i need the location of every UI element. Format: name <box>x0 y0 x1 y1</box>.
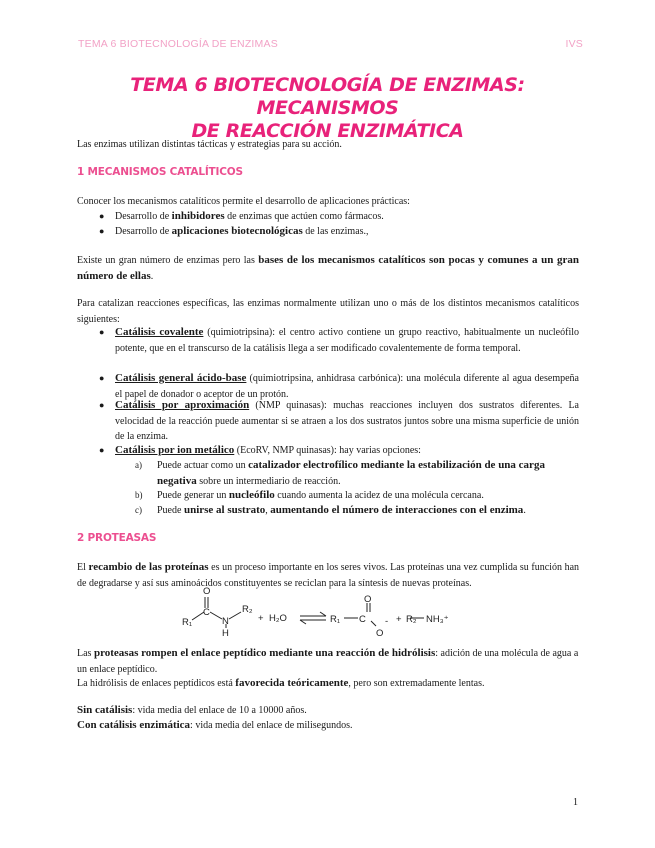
label-carbon: C <box>203 607 210 618</box>
bullet-text-rest: (EcoRV, NMP quinasas): hay varias opciones: <box>234 445 421 456</box>
bond-c-o-single-product <box>371 621 376 626</box>
bullet-term: Catálisis por aproximación <box>115 399 250 411</box>
sublist-text-post: sobre un intermediario de reacción. <box>196 475 341 487</box>
section-heading-mecanismos: 1 MECANISMOS CATALÍTICOS <box>77 166 243 178</box>
paragraph-hidrolisis-bold: favorecida teóricamente <box>235 677 349 689</box>
bullet-term: Catálisis general ácido-base <box>115 372 247 384</box>
paragraph-con-catalisis-post: : vida media del enlace de milisegundos. <box>190 720 353 731</box>
intro-paragraph: Las enzimas utilizan distintas tácticas y estrategias para su acción. <box>77 139 342 150</box>
label-nitrogen: N <box>222 616 229 627</box>
paragraph-bases-bold: bases de los mecanismos catalíticos son pocas y comunes a un gran número de ellas <box>77 254 580 282</box>
sublist-text-pre: Puede <box>157 505 184 516</box>
title-line-1: TEMA 6 BIOTECNOLOGÍA DE ENZIMAS: MECANISMOS <box>130 74 525 119</box>
sublist-text-post: . <box>523 505 526 516</box>
label-r2: R₂ <box>242 604 253 615</box>
title-line-2: DE REACCIÓN ENZIMÁTICA <box>191 120 464 142</box>
sublist-text-pre: Puede actuar como un <box>157 460 249 471</box>
reaction-labels <box>182 586 449 639</box>
label-carbon-product: C <box>359 614 366 625</box>
paragraph-recambio-bold: recambio de las proteínas <box>88 561 209 573</box>
bullet-dot: ● <box>99 373 105 383</box>
paragraph-aplicaciones: Conocer los mecanismos catalíticos permite el desarrollo de aplicaciones prácticas: <box>77 196 410 207</box>
equilibrium-arrow-top-head <box>320 612 326 616</box>
paragraph-sin-catalisis-bold: Sin catálisis <box>77 704 133 716</box>
paragraph-proteasas-pre: Las <box>77 648 94 659</box>
sublist-letter: b) <box>135 490 143 500</box>
page-number: 1 <box>573 797 578 808</box>
bullet-dot: ● <box>99 226 105 236</box>
bullet-text-rest: (quimiotripsina, anhidrasa carbónica): una molécula diferente al agua desempeña el papel de donador o aceptor de un protón. <box>115 373 579 400</box>
bullet-text-pre: Desarrollo de <box>115 211 172 222</box>
bond-n-r2 <box>229 612 241 619</box>
bullet-text-bold: aplicaciones biotecnológicas <box>171 225 303 237</box>
bullet-text-pre: Desarrollo de <box>115 226 172 237</box>
label-plus-2: + <box>396 614 402 625</box>
paragraph-proteasas-bold: proteasas rompen el enlace peptídico mediante una reacción de hidrólisis <box>93 647 436 659</box>
label-r1-product: R₁ <box>330 614 341 625</box>
paragraph-proteasas-post: : adición de una molécula de agua a un enlace peptídico. <box>77 648 579 675</box>
label-ammonium: NH₃⁺ <box>426 614 449 625</box>
sublist-text-pre: Puede generar un <box>157 490 229 501</box>
bullet-dot: ● <box>99 211 105 221</box>
sublist-text-bold: nucleófilo <box>228 489 275 501</box>
label-oxygen-single-product: O <box>376 628 384 639</box>
bullet-term: Catálisis covalente <box>115 326 204 338</box>
running-header-title: TEMA 6 BIOTECNOLOGÍA DE ENZIMAS <box>78 38 278 50</box>
label-plus-1: + <box>258 613 264 624</box>
bond-c-n <box>210 612 222 619</box>
bullet-term: Catálisis por ion metálico <box>115 444 235 456</box>
sublist-letter: a) <box>135 460 142 470</box>
paragraph-sin-catalisis-post: : vida media del enlace de 10 a 10000 años. <box>132 705 307 716</box>
label-oxygen-double-product: O <box>364 594 372 605</box>
label-r2-product: R₂ <box>406 614 417 625</box>
paragraph-hidrolisis-pre: La hidrólisis de enlaces peptídicos está <box>77 678 236 689</box>
bullet-text-post: de las enzimas., <box>302 226 369 237</box>
label-hydrogen: H <box>222 628 229 639</box>
paragraph-bases-pre: Existe un gran número de enzimas pero las <box>77 255 259 266</box>
equilibrium-arrow-bottom-head <box>300 620 306 624</box>
paragraph-mecanismos: Para catalizan reacciones específicas, las enzimas normalmente utilizan uno o más de los distintos mecanismos catalíticos siguientes: <box>77 298 579 325</box>
paragraph-bases-post: . <box>150 270 154 282</box>
bullet-text-bold: inhibidores <box>171 210 225 222</box>
paragraph-recambio-post: es un proceso importante en los seres vivos. Las proteínas una vez cumplida su función han de degradarse y así sus aminoácidos constituyentes se reciclan para la síntesis de nuevas proteínas. <box>77 562 580 589</box>
label-r1: R₁ <box>182 617 193 628</box>
bullet-dot: ● <box>99 327 105 337</box>
label-minus: - <box>385 616 389 627</box>
sublist-text-bold: catalizador electrofílico mediante la estabilización de una carga negativa <box>157 459 545 487</box>
bullet-text-post: de enzimas que actúen como fármacos. <box>224 211 384 222</box>
paragraph-recambio-pre: El <box>77 562 89 573</box>
bullet-dot: ● <box>99 445 105 455</box>
sublist-text-bold-2: aumentando el número de interacciones con el enzima <box>270 504 524 516</box>
section-heading-proteasas: 2 PROTEASAS <box>77 532 157 544</box>
paragraph-hidrolisis-post: , pero son extremadamente lentas. <box>348 678 485 689</box>
sublist-text-post: cuando aumenta la acidez de una molécula cercana. <box>274 490 484 501</box>
sublist-text-mid: , <box>265 505 271 516</box>
running-header-initials: IVS <box>565 38 583 50</box>
bullet-text-rest: (quimiotripsina): el centro activo contiene un grupo reactivo, habitualmente un nucleófilo potente, que en el transcurso de la catálisis llega a ser modificado covalentemente de forma temporal. <box>115 327 579 354</box>
bullet-dot: ● <box>99 400 105 410</box>
paragraph-con-catalisis-bold: Con catálisis enzimática <box>77 719 191 731</box>
label-water: H₂O <box>269 613 287 624</box>
label-oxygen: O <box>203 586 211 597</box>
bullet-text-rest: (NMP quinasas): muchas reacciones incluyen dos sustratos diferentes. La velocidad de la reacción puede aumentar si se atraen a los dos sustratos juntos sobre una misma superficie de unión de la enzima. <box>115 400 579 442</box>
sublist-letter: c) <box>135 505 142 515</box>
sublist-text-bold: unirse al sustrato <box>183 504 266 516</box>
